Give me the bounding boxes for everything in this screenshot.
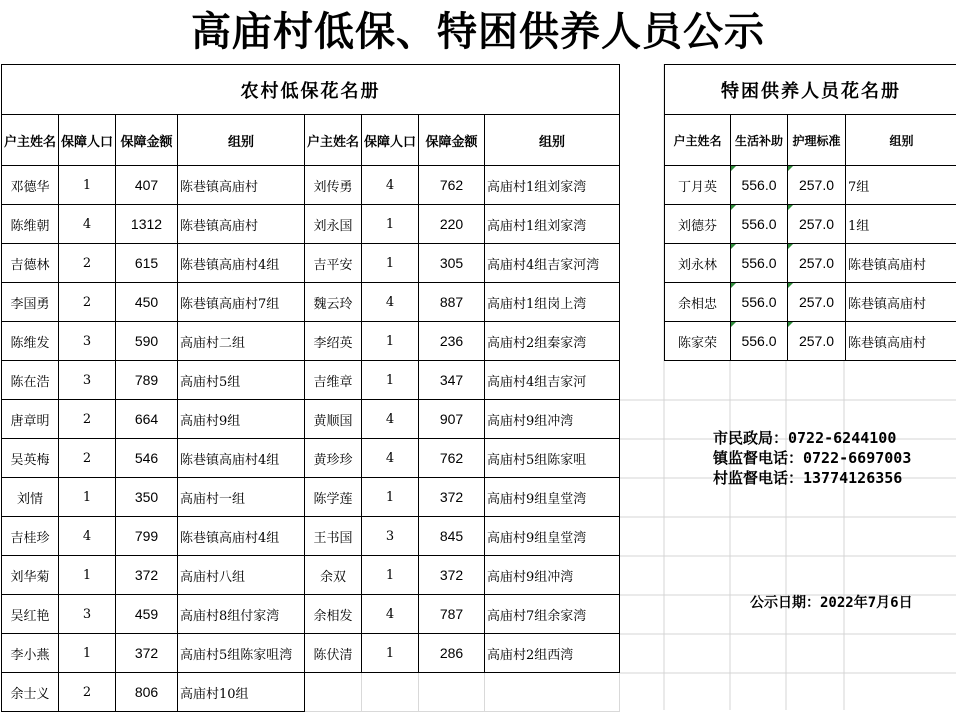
- group-name: 高庙村4组吉家河: [485, 361, 620, 400]
- living-allowance: 556.0: [731, 322, 788, 361]
- household-head-name: 陈伏清: [305, 634, 362, 673]
- covered-population: 3: [59, 595, 116, 634]
- civil-affairs-phone: 市民政局：0722-6244100: [713, 428, 911, 448]
- col-header-amount: 保障金额: [116, 115, 178, 166]
- table-row: [2, 244, 620, 283]
- household-head-name: 吉平安: [305, 244, 362, 283]
- care-standard: 257.0: [788, 244, 846, 283]
- covered-population: 3: [59, 361, 116, 400]
- group-name: 陈巷镇高庙村: [846, 244, 956, 283]
- benefit-amount: 286: [419, 634, 485, 673]
- benefit-amount: 407: [116, 166, 178, 205]
- covered-population: 2: [59, 400, 116, 439]
- table-row: [2, 673, 620, 712]
- living-allowance: 556.0: [731, 166, 788, 205]
- benefit-amount: 799: [116, 517, 178, 556]
- group-name: 高庙村1组刘家湾: [485, 166, 620, 205]
- benefit-amount: 615: [116, 244, 178, 283]
- covered-population: 1: [362, 556, 419, 595]
- group-name: 高庙村5组: [178, 361, 305, 400]
- group-name: 高庙村9组皇堂湾: [485, 478, 620, 517]
- covered-population: 1: [362, 322, 419, 361]
- household-head-name: 邓德华: [2, 166, 59, 205]
- covered-population: 4: [362, 283, 419, 322]
- household-head-name: 刘传勇: [305, 166, 362, 205]
- care-standard: 257.0: [788, 322, 846, 361]
- col-header-group: 组别: [178, 115, 305, 166]
- household-head-name: 陈在浩: [2, 361, 59, 400]
- covered-population: 4: [362, 595, 419, 634]
- covered-population: 4: [59, 517, 116, 556]
- dibao-table: [1, 64, 620, 712]
- covered-population: 1: [362, 244, 419, 283]
- benefit-amount: 350: [116, 478, 178, 517]
- benefit-amount: 1312: [116, 205, 178, 244]
- covered-population: 4: [59, 205, 116, 244]
- household-head-name: 李小燕: [2, 634, 59, 673]
- town-supervision-phone: 镇监督电话：0722-6697003: [713, 448, 911, 468]
- household-head-name: 陈维发: [2, 322, 59, 361]
- covered-population: 1: [362, 634, 419, 673]
- group-name: 陈巷镇高庙村: [178, 205, 305, 244]
- household-head-name: 余相发: [305, 595, 362, 634]
- table-row: [2, 166, 620, 205]
- covered-population: 1: [59, 556, 116, 595]
- tekun-subtitle: 特困供养人员花名册: [665, 65, 956, 115]
- household-head-name: 吉桂珍: [2, 517, 59, 556]
- group-name: 高庙村10组: [178, 673, 305, 712]
- benefit-amount: 762: [419, 166, 485, 205]
- benefit-amount: 347: [419, 361, 485, 400]
- group-name: 高庙村2组西湾: [485, 634, 620, 673]
- household-head-name: 魏云玲: [305, 283, 362, 322]
- benefit-amount: 887: [419, 283, 485, 322]
- benefit-amount: 907: [419, 400, 485, 439]
- table-row: [2, 634, 620, 673]
- group-name: 陈巷镇高庙村4组: [178, 244, 305, 283]
- col-header-name: 户主姓名: [665, 115, 731, 166]
- covered-population: 4: [362, 166, 419, 205]
- empty-cell: [362, 673, 419, 712]
- household-head-name: 黄顺国: [305, 400, 362, 439]
- covered-population: 2: [59, 244, 116, 283]
- benefit-amount: 459: [116, 595, 178, 634]
- benefit-amount: 236: [419, 322, 485, 361]
- care-standard: 257.0: [788, 166, 846, 205]
- table-row: [665, 322, 956, 361]
- group-name: 陈巷镇高庙村4组: [178, 439, 305, 478]
- covered-population: 1: [59, 634, 116, 673]
- village-supervision-phone: 村监督电话：13774126356: [713, 468, 911, 488]
- benefit-amount: 372: [116, 556, 178, 595]
- table-row: [2, 322, 620, 361]
- covered-population: 1: [59, 166, 116, 205]
- empty-cell: [305, 673, 362, 712]
- col-header-population: 保障人口: [59, 115, 116, 166]
- household-head-name: 刘华菊: [2, 556, 59, 595]
- benefit-amount: 762: [419, 439, 485, 478]
- household-head-name: 陈家荣: [665, 322, 731, 361]
- dibao-subtitle: 农村低保花名册: [2, 65, 620, 115]
- benefit-amount: 845: [419, 517, 485, 556]
- household-head-name: 王书国: [305, 517, 362, 556]
- contact-info: [713, 428, 911, 488]
- group-name: 高庙村4组吉家河湾: [485, 244, 620, 283]
- household-head-name: 吉德林: [2, 244, 59, 283]
- benefit-amount: 372: [116, 634, 178, 673]
- group-name: 高庙村八组: [178, 556, 305, 595]
- table-row: [2, 205, 620, 244]
- group-name: 高庙村一组: [178, 478, 305, 517]
- benefit-amount: 372: [419, 478, 485, 517]
- household-head-name: 刘永林: [665, 244, 731, 283]
- covered-population: 3: [362, 517, 419, 556]
- benefit-amount: 546: [116, 439, 178, 478]
- household-head-name: 丁月英: [665, 166, 731, 205]
- table-row: [2, 283, 620, 322]
- group-name: 陈巷镇高庙村: [846, 322, 956, 361]
- empty-cell: [419, 673, 485, 712]
- benefit-amount: 372: [419, 556, 485, 595]
- group-name: 1组: [846, 205, 956, 244]
- table-row: [2, 556, 620, 595]
- col-header-group: 组别: [485, 115, 620, 166]
- household-head-name: 吴红艳: [2, 595, 59, 634]
- col-header-living-allowance: 生活补助: [731, 115, 788, 166]
- group-name: 高庙村9组冲湾: [485, 556, 620, 595]
- table-row: [2, 400, 620, 439]
- group-name: 陈巷镇高庙村4组: [178, 517, 305, 556]
- group-name: 高庙村1组岗上湾: [485, 283, 620, 322]
- benefit-amount: 787: [419, 595, 485, 634]
- table-row: [2, 478, 620, 517]
- covered-population: 4: [362, 400, 419, 439]
- col-header-care-standard: 护理标准: [788, 115, 846, 166]
- publication-date: 公示日期：2022年7月6日: [750, 592, 913, 612]
- table-row: [665, 205, 956, 244]
- group-name: 陈巷镇高庙村: [178, 166, 305, 205]
- group-name: 高庙村7组余家湾: [485, 595, 620, 634]
- tekun-header-row: [665, 115, 956, 166]
- table-row: [665, 283, 956, 322]
- group-name: 高庙村9组冲湾: [485, 400, 620, 439]
- household-head-name: 刘情: [2, 478, 59, 517]
- covered-population: 2: [59, 439, 116, 478]
- living-allowance: 556.0: [731, 283, 788, 322]
- household-head-name: 陈学莲: [305, 478, 362, 517]
- benefit-amount: 664: [116, 400, 178, 439]
- group-name: 高庙村2组秦家湾: [485, 322, 620, 361]
- covered-population: 1: [362, 205, 419, 244]
- table-row: [665, 166, 956, 205]
- group-name: 高庙村5组陈家咀湾: [178, 634, 305, 673]
- covered-population: 1: [362, 361, 419, 400]
- covered-population: 2: [59, 673, 116, 712]
- group-name: 陈巷镇高庙村7组: [178, 283, 305, 322]
- living-allowance: 556.0: [731, 205, 788, 244]
- household-head-name: 余相忠: [665, 283, 731, 322]
- empty-cell: [485, 673, 620, 712]
- group-name: 7组: [846, 166, 956, 205]
- col-header-group: 组别: [846, 115, 956, 166]
- col-header-name: 户主姓名: [2, 115, 59, 166]
- care-standard: 257.0: [788, 205, 846, 244]
- benefit-amount: 789: [116, 361, 178, 400]
- household-head-name: 陈维朝: [2, 205, 59, 244]
- care-standard: 257.0: [788, 283, 846, 322]
- group-name: 高庙村9组: [178, 400, 305, 439]
- household-head-name: 李国勇: [2, 283, 59, 322]
- col-header-amount: 保障金额: [419, 115, 485, 166]
- household-head-name: 吴英梅: [2, 439, 59, 478]
- group-name: 高庙村二组: [178, 322, 305, 361]
- benefit-amount: 590: [116, 322, 178, 361]
- group-name: 高庙村9组皇堂湾: [485, 517, 620, 556]
- covered-population: 2: [59, 283, 116, 322]
- table-row: [2, 517, 620, 556]
- page-title: 高庙村低保、特困供养人员公示: [0, 0, 956, 64]
- tekun-table: [664, 64, 956, 361]
- col-header-name: 户主姓名: [305, 115, 362, 166]
- household-head-name: 刘永国: [305, 205, 362, 244]
- living-allowance: 556.0: [731, 244, 788, 283]
- household-head-name: 唐章明: [2, 400, 59, 439]
- household-head-name: 李绍英: [305, 322, 362, 361]
- covered-population: 1: [59, 478, 116, 517]
- table-row: [2, 361, 620, 400]
- group-name: 陈巷镇高庙村: [846, 283, 956, 322]
- group-name: 高庙村8组付家湾: [178, 595, 305, 634]
- household-head-name: 余双: [305, 556, 362, 595]
- household-head-name: 余士义: [2, 673, 59, 712]
- covered-population: 3: [59, 322, 116, 361]
- benefit-amount: 806: [116, 673, 178, 712]
- covered-population: 4: [362, 439, 419, 478]
- col-header-population: 保障人口: [362, 115, 419, 166]
- table-row: [665, 244, 956, 283]
- table-row: [2, 595, 620, 634]
- group-name: 高庙村5组陈家咀: [485, 439, 620, 478]
- benefit-amount: 305: [419, 244, 485, 283]
- table-row: [2, 439, 620, 478]
- household-head-name: 吉维章: [305, 361, 362, 400]
- benefit-amount: 220: [419, 205, 485, 244]
- benefit-amount: 450: [116, 283, 178, 322]
- covered-population: 1: [362, 478, 419, 517]
- dibao-header-row: [2, 115, 620, 166]
- group-name: 高庙村1组刘家湾: [485, 205, 620, 244]
- household-head-name: 刘德芬: [665, 205, 731, 244]
- household-head-name: 黄珍珍: [305, 439, 362, 478]
